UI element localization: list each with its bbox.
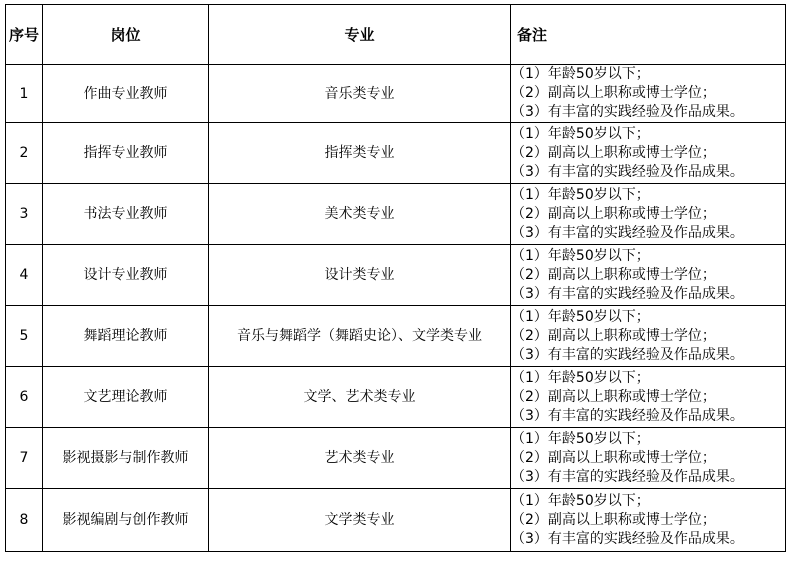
- remark-title: （2）副高以上职称或博士学位；: [511, 388, 716, 405]
- header-index: 序号: [6, 5, 43, 65]
- cell-index: 1: [6, 65, 43, 123]
- table-row: [6, 306, 786, 367]
- cell-position: 文艺理论教师: [43, 367, 209, 428]
- cell-index: 7: [6, 428, 43, 489]
- cell-index: 6: [6, 367, 43, 428]
- cell-major: 设计类专业: [209, 245, 511, 306]
- remark-age: （1）年龄50岁以下；: [511, 492, 650, 509]
- remark-age: （1）年龄50岁以下；: [511, 66, 650, 82]
- cell-position: 设计专业教师: [43, 245, 209, 306]
- remark-title: （2）副高以上职称或博士学位；: [511, 85, 716, 101]
- cell-position: 指挥专业教师: [43, 123, 209, 184]
- remark-title: （2）副高以上职称或博士学位；: [511, 205, 716, 222]
- cell-remarks: [511, 306, 786, 367]
- cell-major: 艺术类专业: [209, 428, 511, 489]
- remark-age: （1）年龄50岁以下；: [511, 247, 650, 264]
- remark-experience: （3）有丰富的实践经验及作品成果。: [511, 407, 744, 424]
- remark-title: （2）副高以上职称或博士学位；: [511, 144, 716, 161]
- cell-position: 影视编剧与创作教师: [43, 489, 209, 552]
- cell-major: 美术类专业: [209, 184, 511, 245]
- table-row: [6, 123, 786, 184]
- cell-major: 文学类专业: [209, 489, 511, 552]
- remark-experience: （3）有丰富的实践经验及作品成果。: [511, 285, 744, 302]
- cell-major: 指挥类专业: [209, 123, 511, 184]
- table-row: [6, 428, 786, 489]
- cell-remarks: [511, 428, 786, 489]
- table-row: [6, 65, 786, 123]
- table-row: [6, 184, 786, 245]
- cell-index: 8: [6, 489, 43, 552]
- remark-age: （1）年龄50岁以下；: [511, 308, 650, 325]
- cell-index: 3: [6, 184, 43, 245]
- cell-major: 音乐类专业: [209, 65, 511, 123]
- cell-remarks: [511, 184, 786, 245]
- cell-position: 影视摄影与制作教师: [43, 428, 209, 489]
- remark-experience: （3）有丰富的实践经验及作品成果。: [511, 346, 744, 363]
- remark-age: （1）年龄50岁以下；: [511, 430, 650, 447]
- remark-experience: （3）有丰富的实践经验及作品成果。: [511, 468, 744, 485]
- remark-experience: （3）有丰富的实践经验及作品成果。: [511, 224, 744, 241]
- remark-experience: （3）有丰富的实践经验及作品成果。: [511, 104, 744, 120]
- header-major: 专业: [209, 5, 511, 65]
- remark-experience: （3）有丰富的实践经验及作品成果。: [511, 530, 744, 547]
- table-header-row: [6, 5, 786, 65]
- cell-index: 4: [6, 245, 43, 306]
- remark-experience: （3）有丰富的实践经验及作品成果。: [511, 163, 744, 180]
- remark-title: （2）副高以上职称或博士学位；: [511, 449, 716, 466]
- cell-remarks: [511, 245, 786, 306]
- cell-remarks: [511, 489, 786, 552]
- remark-age: （1）年龄50岁以下；: [511, 125, 650, 142]
- recruitment-table: [5, 4, 786, 552]
- cell-remarks: [511, 367, 786, 428]
- cell-major: 音乐与舞蹈学（舞蹈史论）、文学类专业: [209, 306, 511, 367]
- remark-title: （2）副高以上职称或博士学位；: [511, 511, 716, 528]
- table-row: [6, 245, 786, 306]
- table-row: [6, 489, 786, 552]
- cell-position: 书法专业教师: [43, 184, 209, 245]
- remark-age: （1）年龄50岁以下；: [511, 186, 650, 203]
- cell-remarks: [511, 65, 786, 123]
- remark-age: （1）年龄50岁以下；: [511, 369, 650, 386]
- cell-index: 5: [6, 306, 43, 367]
- remark-title: （2）副高以上职称或博士学位；: [511, 266, 716, 283]
- cell-major: 文学、艺术类专业: [209, 367, 511, 428]
- remark-title: （2）副高以上职称或博士学位；: [511, 327, 716, 344]
- header-remarks: 备注: [511, 5, 786, 65]
- header-position: 岗位: [43, 5, 209, 65]
- cell-index: 2: [6, 123, 43, 184]
- cell-position: 舞蹈理论教师: [43, 306, 209, 367]
- cell-position: 作曲专业教师: [43, 65, 209, 123]
- cell-remarks: [511, 123, 786, 184]
- table-row: [6, 367, 786, 428]
